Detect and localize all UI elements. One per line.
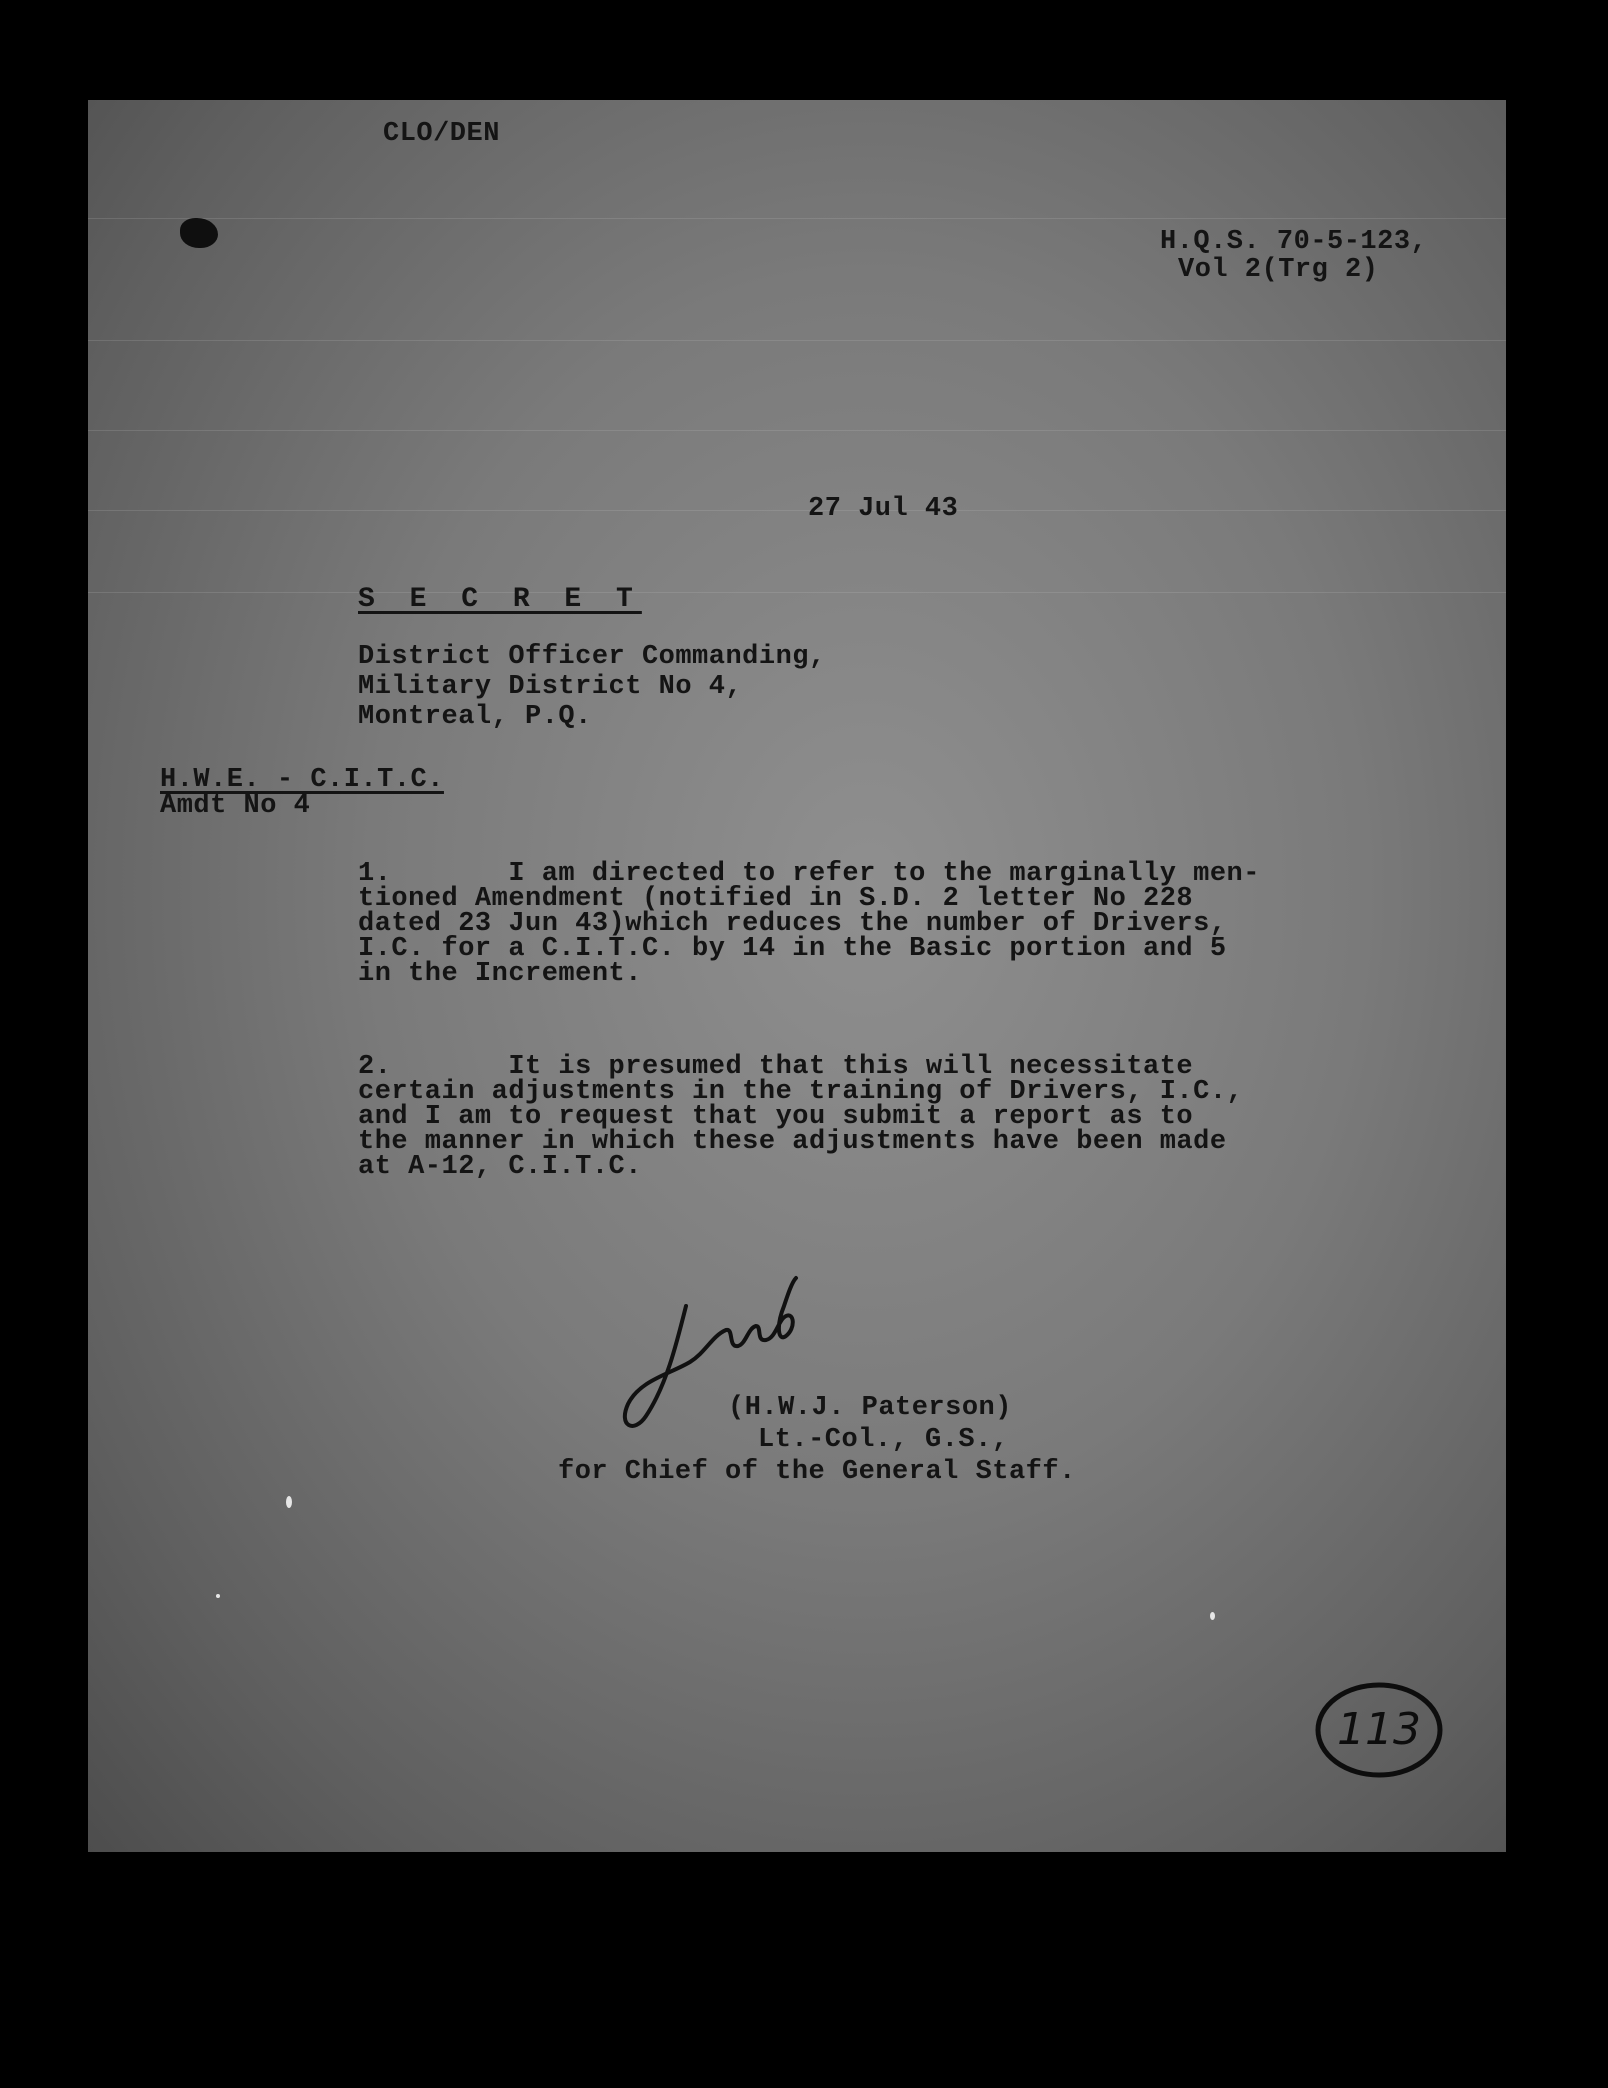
letter-date: 27 Jul 43 — [808, 494, 959, 524]
scan-speck — [286, 1496, 292, 1508]
hq-reference-line1: H.Q.S. 70-5-123, — [1160, 227, 1428, 257]
scan-line — [88, 430, 1506, 431]
document-page — [88, 100, 1506, 1852]
page-number: 113 — [1337, 1704, 1421, 1755]
scan-speck — [216, 1594, 220, 1598]
file-reference: CLO/DEN — [383, 119, 500, 149]
addressee-line3: Montreal, P.Q. — [358, 702, 592, 732]
classification-heading: S E C R E T — [358, 584, 642, 615]
scan-speck — [1210, 1612, 1215, 1620]
scan-line — [88, 592, 1506, 593]
paragraph-1: 1. I am directed to refer to the marginally men- tioned Amendment (notified in S.D. 2 letter No 228 dated 23 Jun 43)which reduces the number of Drivers, I.C. for a C.I.T.C. by 14 in the Basic portion and 5 in the Increment. — [358, 859, 1260, 989]
marginal-reference-line1: H.W.E. - C.I.T.C. — [160, 765, 444, 795]
signatory-name: (H.W.J. Paterson) — [728, 1393, 1012, 1423]
paragraph-2: 2. It is presumed that this will necessitate certain adjustments in the training of Drivers, I.C., and I am to request that you submit a report as to the manner in which these adjustments have been made at A-12, C.I.T.C. — [358, 1052, 1244, 1182]
scan-line — [88, 340, 1506, 341]
ink-blot — [180, 218, 218, 248]
page-number-stamp — [1312, 1678, 1447, 1782]
signatory-rank: Lt.-Col., G.S., — [758, 1425, 1009, 1455]
scan-line — [88, 218, 1506, 219]
signatory-for: for Chief of the General Staff. — [558, 1457, 1076, 1487]
scan-line — [88, 510, 1506, 511]
hq-reference-line2: Vol 2(Trg 2) — [1178, 255, 1379, 285]
marginal-reference-line2: Amdt No 4 — [160, 791, 311, 821]
addressee-line2: Military District No 4, — [358, 672, 743, 702]
addressee-line1: District Officer Commanding, — [358, 642, 826, 672]
